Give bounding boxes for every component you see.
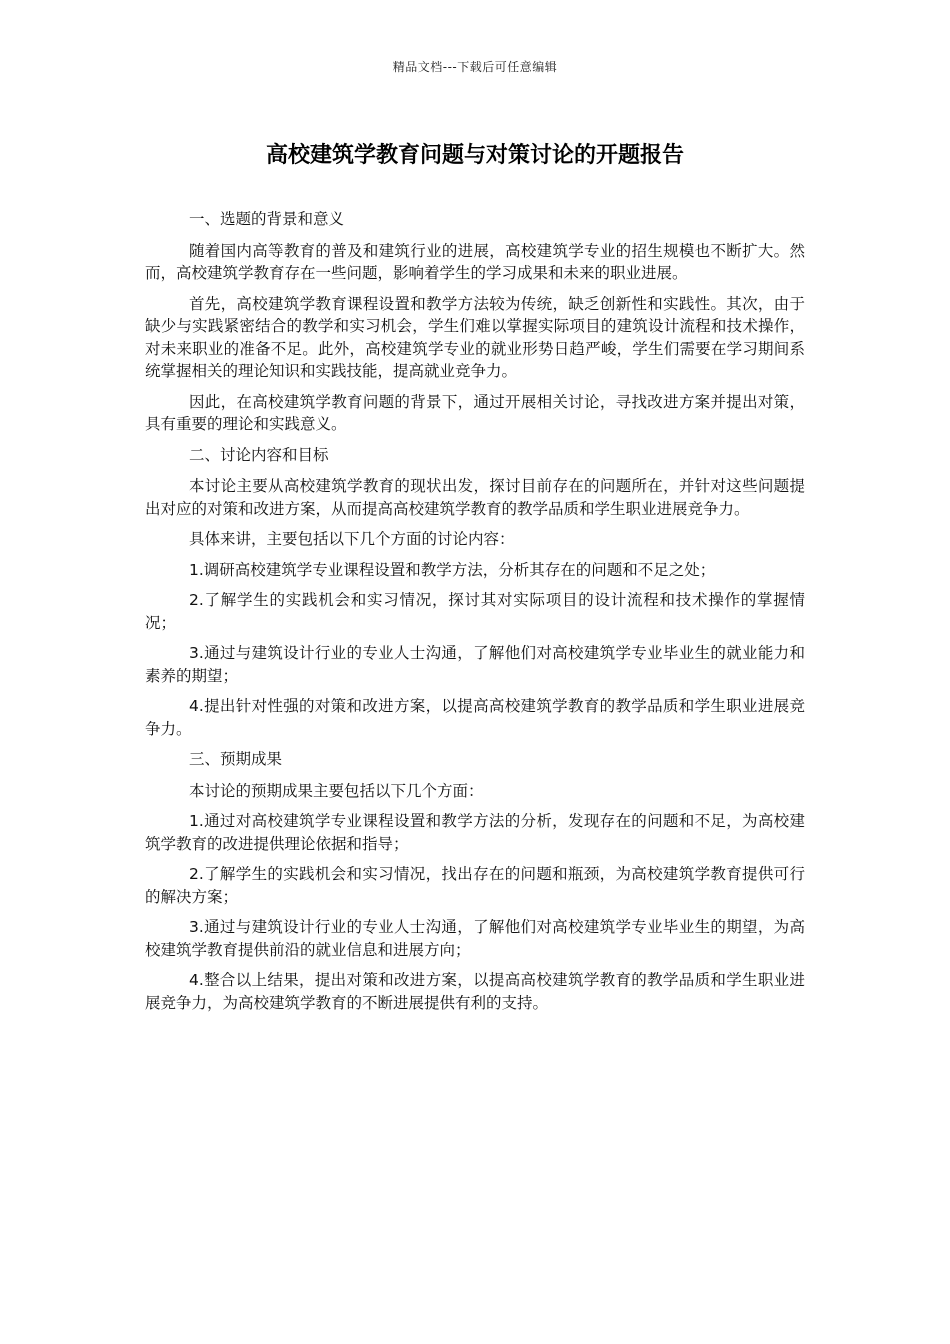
list-item: 2.了解学生的实践机会和实习情况，找出存在的问题和瓶颈，为高校建筑学教育提供可行的解决方案； [145, 865, 805, 906]
paragraph: 随着国内高等教育的普及和建筑行业的进展，高校建筑学专业的招生规模也不断扩大。然而，高校建筑学教育存在一些问题，影响着学生的学习成果和未来的职业进展。 [145, 241, 805, 282]
section-heading-outcomes: 三、预期成果 [189, 750, 283, 768]
list-item: 1.通过对高校建筑学专业课程设置和教学方法的分析，发现存在的问题和不足，为高校建筑学教育的改进提供理论依据和指导； [145, 812, 805, 853]
list-item: 4.整合以上结果，提出对策和改进方案，以提高高校建筑学教育的教学品质和学生职业进展竞争力，为高校建筑学教育的不断进展提供有利的支持。 [145, 971, 805, 1012]
paragraph: 具体来讲，主要包括以下几个方面的讨论内容： [189, 530, 515, 548]
document-title: 高校建筑学教育问题与对策讨论的开题报告 [265, 143, 684, 168]
list-item: 3.通过与建筑设计行业的专业人士沟通，了解他们对高校建筑学专业毕业生的就业能力和素养的期望； [145, 644, 805, 685]
paragraph: 本讨论的预期成果主要包括以下几个方面： [189, 781, 484, 800]
section-heading-background: 一、选题的背景和意义 [189, 210, 345, 228]
paragraph: 本讨论主要从高校建筑学教育的现状出发，探讨目前存在的问题所在，并针对这些问题提出对应的对策和改进方案，从而提高高校建筑学教育的教学品质和学生职业进展竞争力。 [145, 477, 805, 518]
list-item: 4.提出针对性强的对策和改进方案，以提高高校建筑学教育的教学品质和学生职业进展竞争力。 [145, 697, 805, 738]
section-heading-content: 二、讨论内容和目标 [189, 445, 329, 464]
document-body [145, 208, 805, 1022]
header-note: 精品文档---下载后可任意编辑 [392, 60, 558, 74]
paragraph: 因此，在高校建筑学教育问题的背景下，通过开展相关讨论，寻找改进方案并提出对策，具有重要的理论和实践意义。 [145, 392, 805, 433]
paragraph: 首先，高校建筑学教育课程设置和教学方法较为传统，缺乏创新性和实践性。其次，由于缺少与实践紧密结合的教学和实习机会，学生们难以掌握实际项目的建筑设计流程和技术操作，对未来职业的准备不足。此外，高校建筑学专业的就业形势日趋严峻，学生们需要在学习期间系统掌握相关的理论知识和实践技能，提高就业竞争力。 [145, 294, 805, 380]
list-item: 2.了解学生的实践机会和实习情况，探讨其对实际项目的设计流程和技术操作的掌握情况； [145, 591, 805, 632]
list-item: 3.通过与建筑设计行业的专业人士沟通，了解他们对高校建筑学专业毕业生的期望，为高校建筑学教育提供前沿的就业信息和进展方向； [145, 918, 805, 959]
list-item: 1.调研高校建筑学专业课程设置和教学方法，分析其存在的问题和不足之处； [189, 560, 716, 579]
